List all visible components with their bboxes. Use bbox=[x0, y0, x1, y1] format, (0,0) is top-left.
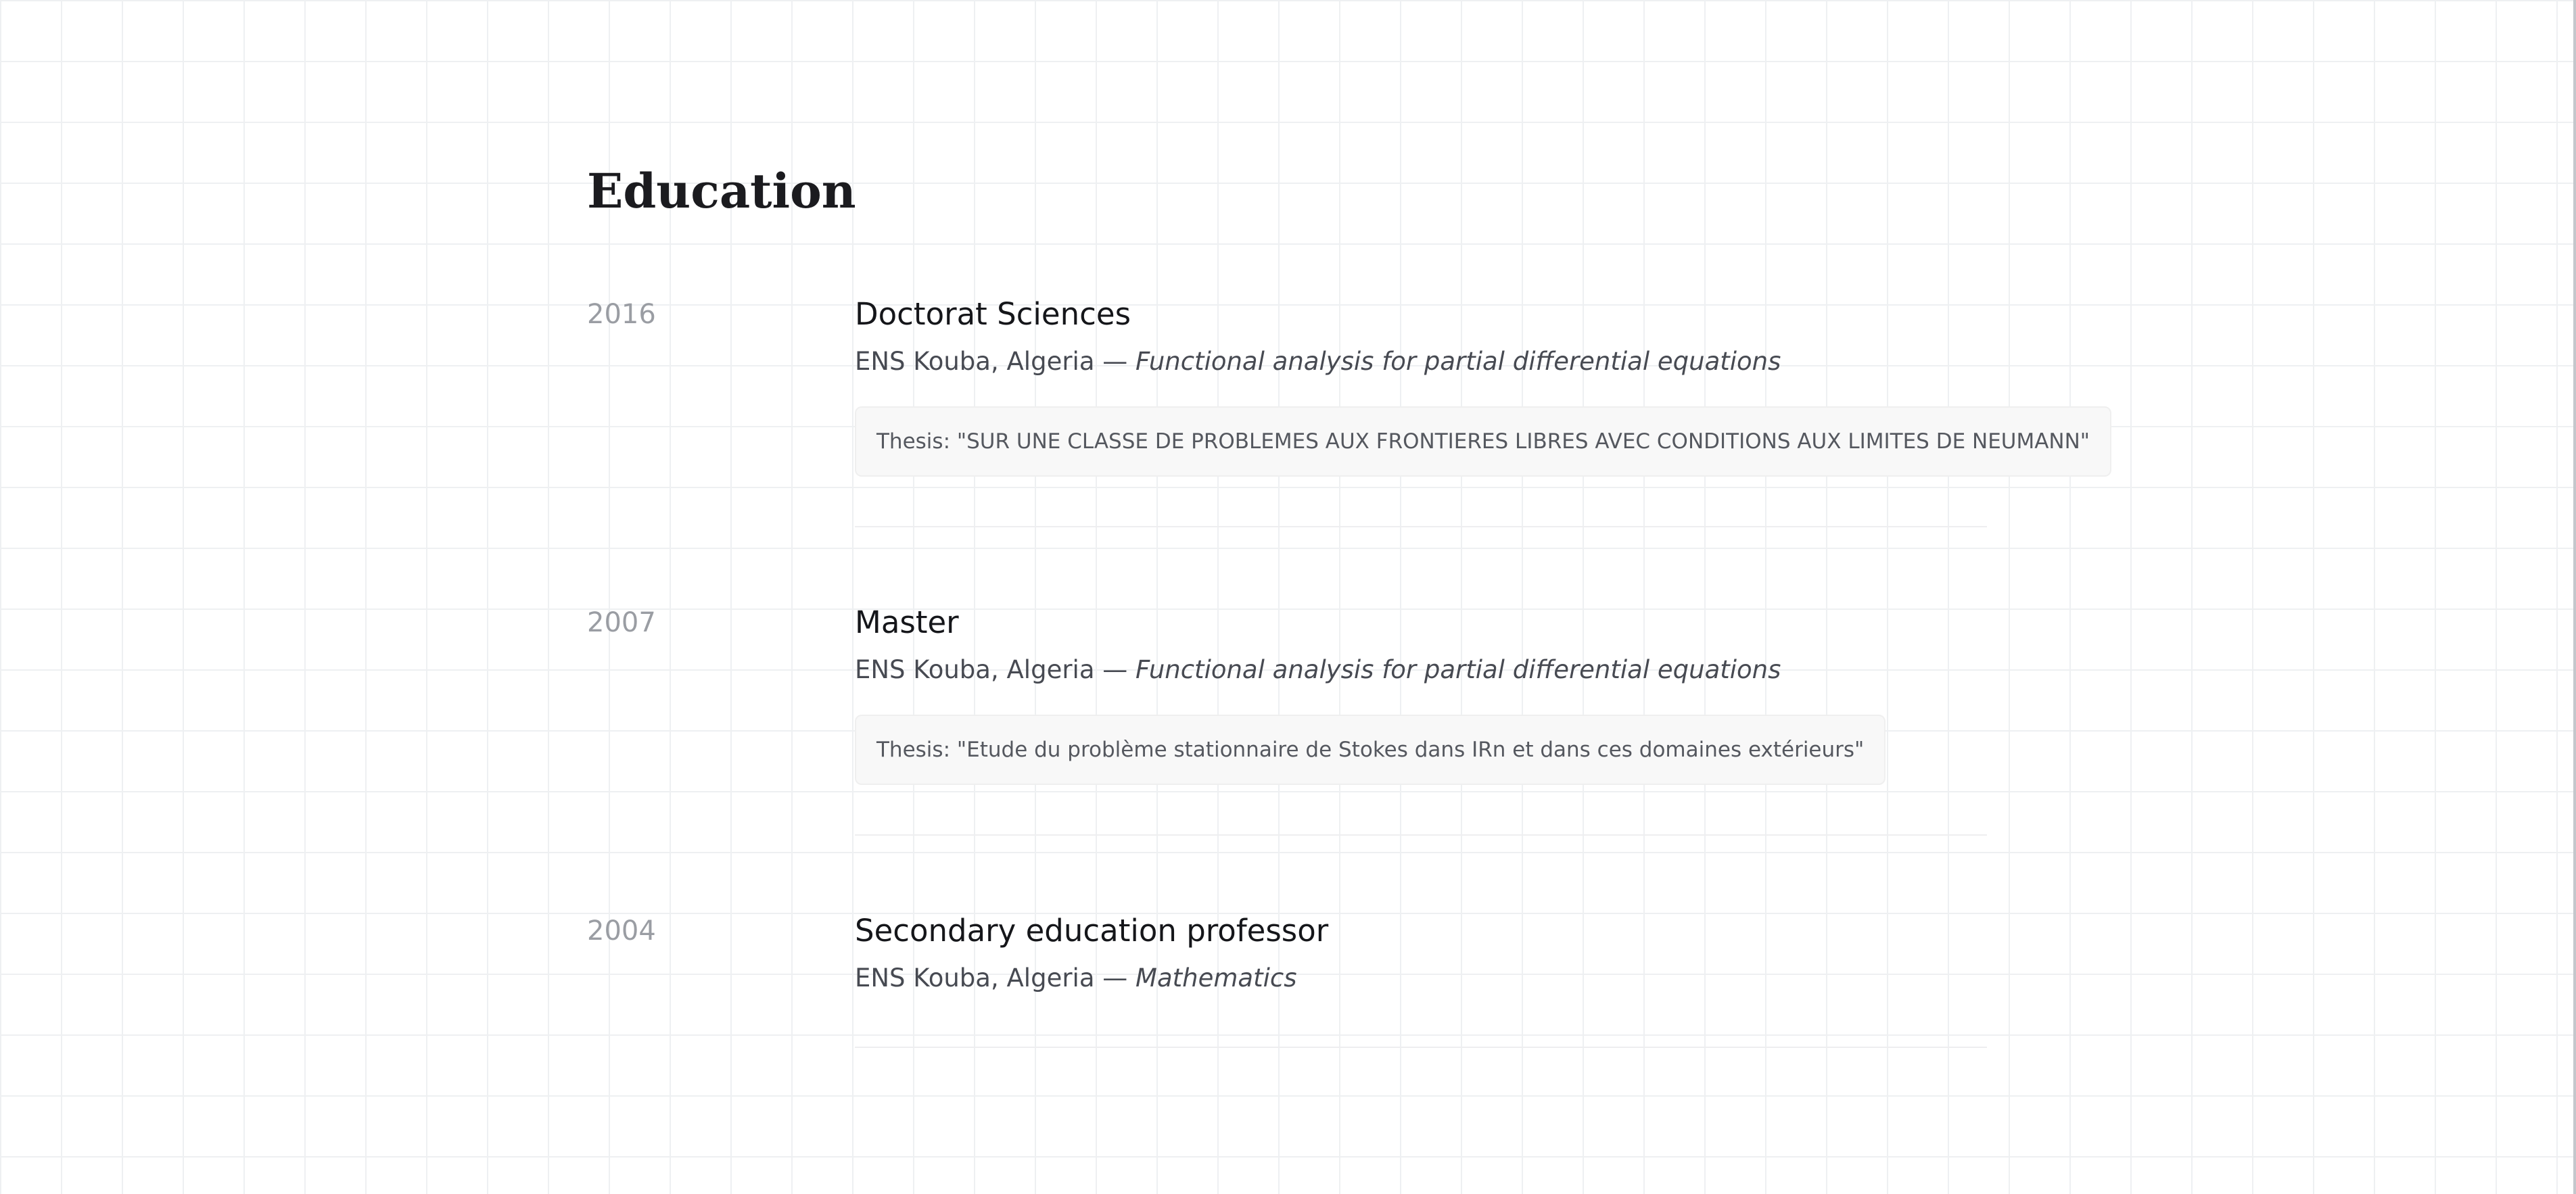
scrollbar[interactable] bbox=[2573, 0, 2576, 1194]
entry-degree: Master bbox=[855, 604, 959, 640]
entry-year: 2004 bbox=[587, 915, 656, 947]
entry-body bbox=[855, 604, 1987, 785]
entry-body bbox=[855, 295, 2090, 477]
entry-year: 2007 bbox=[587, 607, 656, 638]
entry-separator: — bbox=[1094, 347, 1136, 376]
entry-meta bbox=[855, 344, 1987, 379]
entry-field: Functional analysis for partial differential equations bbox=[1135, 347, 1781, 376]
entry-body bbox=[855, 912, 1987, 996]
entry-separator: — bbox=[1094, 655, 1136, 684]
entry-divider bbox=[855, 526, 1987, 527]
entry-institution: ENS Kouba, Algeria bbox=[855, 655, 1095, 684]
entry-thesis: Thesis: "SUR UNE CLASSE DE PROBLEMES AUX FRONTIERES LIBRES AVEC CONDITIONS AUX LIMITES DE NEUMANN" bbox=[855, 406, 2111, 477]
entry-meta bbox=[855, 961, 1987, 996]
entry-meta bbox=[855, 652, 1987, 688]
entry-divider bbox=[855, 1047, 1987, 1048]
entry-divider bbox=[855, 834, 1987, 836]
entry-institution: ENS Kouba, Algeria bbox=[855, 963, 1095, 993]
education-section bbox=[587, 0, 2090, 1194]
section-title: Education bbox=[587, 163, 856, 219]
entry-field: Functional analysis for partial differential equations bbox=[1135, 655, 1781, 684]
entry-field: Mathematics bbox=[1135, 963, 1297, 993]
entry-year: 2016 bbox=[587, 299, 656, 330]
entry-institution: ENS Kouba, Algeria bbox=[855, 347, 1095, 376]
entry-degree: Doctorat Sciences bbox=[855, 296, 1131, 332]
entry-thesis: Thesis: "Etude du problème stationnaire de Stokes dans IRn et dans ces domaines extérieurs" bbox=[855, 715, 1886, 785]
entry-separator: — bbox=[1094, 963, 1136, 993]
entry-degree: Secondary education professor bbox=[855, 913, 1329, 949]
